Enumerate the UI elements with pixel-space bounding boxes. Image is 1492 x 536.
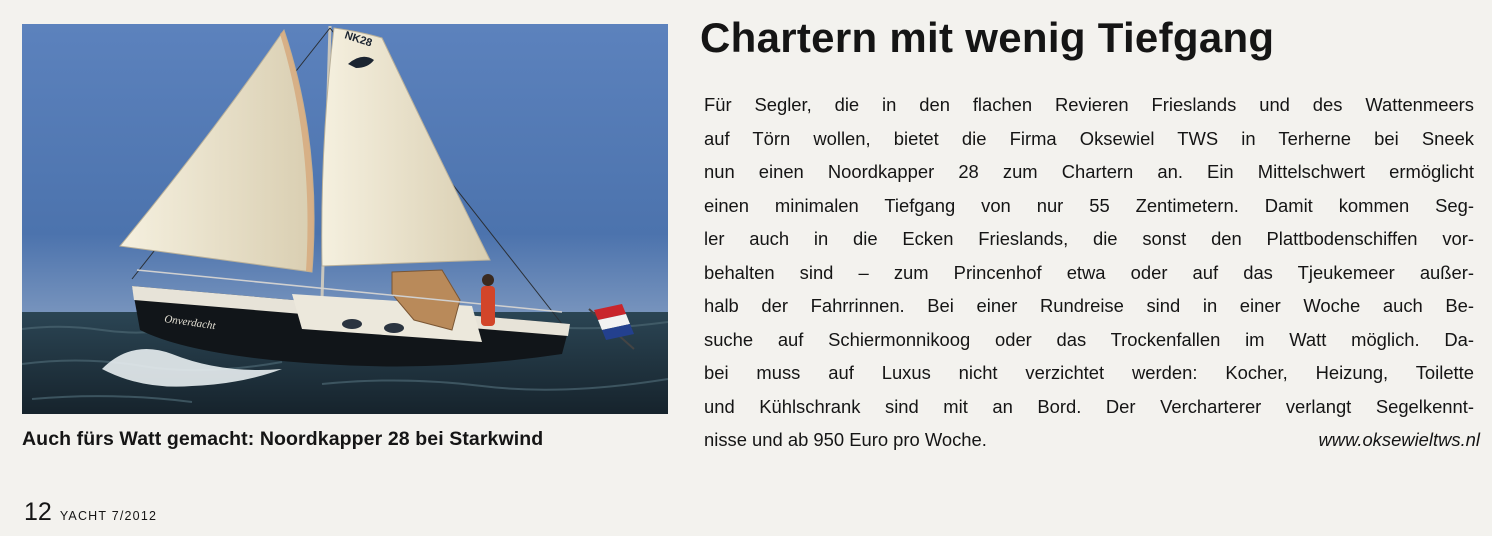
body-line: Für Segler, die in den flachen Revieren Frieslands und des Wattenmeers xyxy=(704,94,1474,115)
body-line: nun einen Noordkapper 28 zum Chartern an. Ein Mittelschwert ermöglicht xyxy=(704,161,1474,182)
body-line-last xyxy=(704,423,1480,457)
porthole xyxy=(342,319,362,329)
photo-caption: Auch fürs Watt gemacht: Noordkapper 28 bei Starkwind xyxy=(22,428,544,450)
article-headline: Chartern mit wenig Tiefgang xyxy=(700,14,1275,61)
body-line: nisse und ab 950 Euro pro Woche. xyxy=(704,429,987,450)
page-number: 12 xyxy=(24,498,52,526)
sail-number: NK28 xyxy=(343,29,374,50)
article-body xyxy=(704,88,1480,457)
page-footer xyxy=(24,498,157,527)
website-link[interactable]: www.oksewieltws.nl xyxy=(1318,429,1480,450)
magazine-issue: YACHT 7/2012 xyxy=(59,509,158,523)
body-line: ler auch in die Ecken Frieslands, die sonst den Plattbodenschiffen vor- xyxy=(704,228,1474,249)
porthole xyxy=(384,323,404,333)
body-line: bei muss auf Luxus nicht verzichtet werden: Kocher, Heizung, Toilette xyxy=(704,362,1474,383)
body-line: auf Törn wollen, bietet die Firma Oksewiel TWS in Terherne bei Sneek xyxy=(704,127,1474,149)
body-line: halb der Fahrrinnen. Bei einer Rundreise sind in einer Woche auch Be- xyxy=(704,295,1474,316)
body-line: suche auf Schiermonnikoog oder das Trockenfallen im Watt möglich. Da- xyxy=(704,328,1474,350)
sailor xyxy=(481,286,495,326)
sailboat-photo xyxy=(22,24,668,414)
body-line: und Kühlschrank sind mit an Bord. Der Vercharterer verlangt Segelkennt- xyxy=(704,395,1474,417)
body-line: behalten sind – zum Princenhof etwa oder auf das Tjeukemeer außer- xyxy=(704,261,1474,283)
boat-name: Onverdacht xyxy=(163,313,217,333)
body-line: einen minimalen Tiefgang von nur 55 Zentimetern. Damit kommen Seg- xyxy=(704,194,1474,216)
